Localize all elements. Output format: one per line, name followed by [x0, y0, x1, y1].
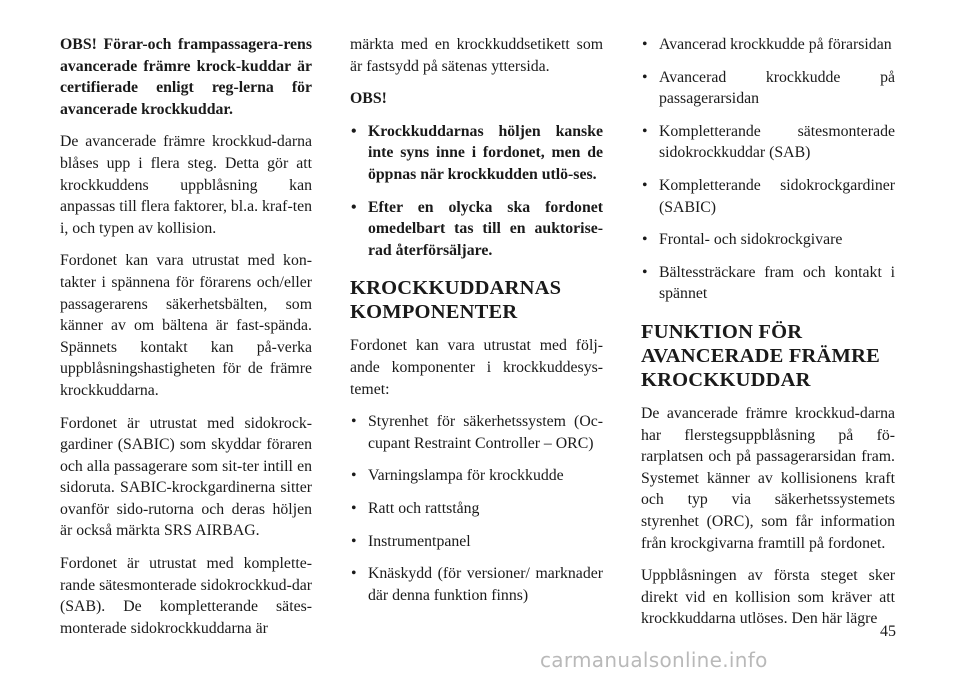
watermark: carmanualsonline.info: [540, 648, 768, 672]
obs-list: [350, 121, 603, 262]
heading-line: KROCKKUDDAR: [641, 368, 811, 391]
paragraph-multistage: De avancerade främre krockkud-darna blåses upp i flera steg. Detta gör att krockkuddens uppblåsning kan anpassas till flera faktorer, bl.a. kraf-ten i, och typen av kollision.: [60, 133, 313, 237]
obs-item: • Krockkuddarnas höljen kanske inte syns inne i fordonet, men de öppnas när krockkudden utlö-ses.: [350, 121, 603, 186]
component-item: • Ratt och rattstång: [350, 498, 603, 520]
paragraph-first-stage: Uppblåsningen av första steget sker direkt vid en kollision som kräver att krockkuddarna utlöses. Den här lägre: [641, 567, 895, 628]
paragraph-function: De avancerade främre krockkud-darna har flerstegsuppblåsning på fö-rarplatsen och på passagerarsidan fram. Systemet känner av kollisionens kraft och typ via säkerhetssystemets styrenhet (ORC), som får information från krockgivarna framtill på fordonet.: [641, 404, 895, 552]
component-item: • Knäskydd (för versioner/ marknader där denna funktion finns): [350, 563, 603, 606]
component-item: • Bältessträckare fram och kontakt i spännet: [641, 262, 895, 305]
obs-label: OBS!: [350, 90, 387, 108]
heading-line: AVANCERADE FRÄMRE: [641, 344, 880, 367]
heading-line: KOMPONENTER: [350, 301, 518, 324]
column-right: [641, 34, 895, 641]
column-middle: [350, 34, 603, 617]
heading-line: KROCKKUDDARNAS: [350, 277, 562, 300]
component-item: • Kompletterande sidokrockgardiner (SABIC): [641, 175, 895, 218]
page-number: 45: [880, 623, 896, 640]
components-list: [350, 411, 603, 606]
component-item: • Avancerad krockkudde på passagerarsidan: [641, 67, 895, 110]
paragraph-sabic: Fordonet är utrustat med sidokrock-gardiner (SABIC) som skyddar föraren och alla passagerare som sit-ter intill en sidoruta. SABIC-krockgardinerna sitter ovanför sido-rutorna och deras höljen är också märkta SRS AIRBAG.: [60, 414, 312, 540]
component-item: • Instrumentpanel: [350, 531, 603, 553]
component-item: • Styrenhet för säkerhetssystem (Oc-cupant Restraint Controller – ORC): [350, 411, 603, 454]
certification-note: OBS! Förar-och frampassagera-rens avancerade främre krock-kuddar är certifierade enligt reg-lerna för avancerade krockkuddar.: [60, 36, 312, 118]
component-item: • Frontal- och sidokrockgivare: [641, 229, 895, 251]
paragraph-buckle-switch: Fordonet kan vara utrustat med kon-takter i spännena för förarens och/eller passagerarens säkerhetsbälten, som känner av om bältena är fast-spända. Spännets kontakt kan på-verka uppblåsningshastigheten för de främre krockkuddarna.: [60, 252, 312, 399]
obs-item: • Efter en olycka ska fordonet omedelbart tas till en auktorise-rad återförsäljare.: [350, 197, 603, 262]
component-item: • Avancerad krockkudde på förarsidan: [641, 34, 895, 56]
components-intro: Fordonet kan vara utrustat med följ-ande komponenter i krockkuddesys-temet:: [350, 337, 603, 398]
section-heading-components: [350, 276, 603, 324]
components-list-continued: [641, 34, 895, 305]
paragraph-sab: Fordonet är utrustat med komplette-rande sätesmonterade sidokrockkud-dar (SAB). De kompletterande sätes-monterade sidokrockkuddarna är: [60, 555, 312, 637]
component-item: • Varningslampa för krockkudde: [350, 465, 603, 487]
section-heading-function: [641, 320, 895, 392]
column-left: [60, 34, 312, 650]
paragraph-sab-continued: märkta med en krockkuddsetikett som är fastsydd på sätenas yttersida.: [350, 36, 603, 75]
component-item: • Kompletterande sätesmonterade sidokrockkuddar (SAB): [641, 121, 895, 164]
heading-line: FUNKTION FÖR: [641, 320, 803, 343]
